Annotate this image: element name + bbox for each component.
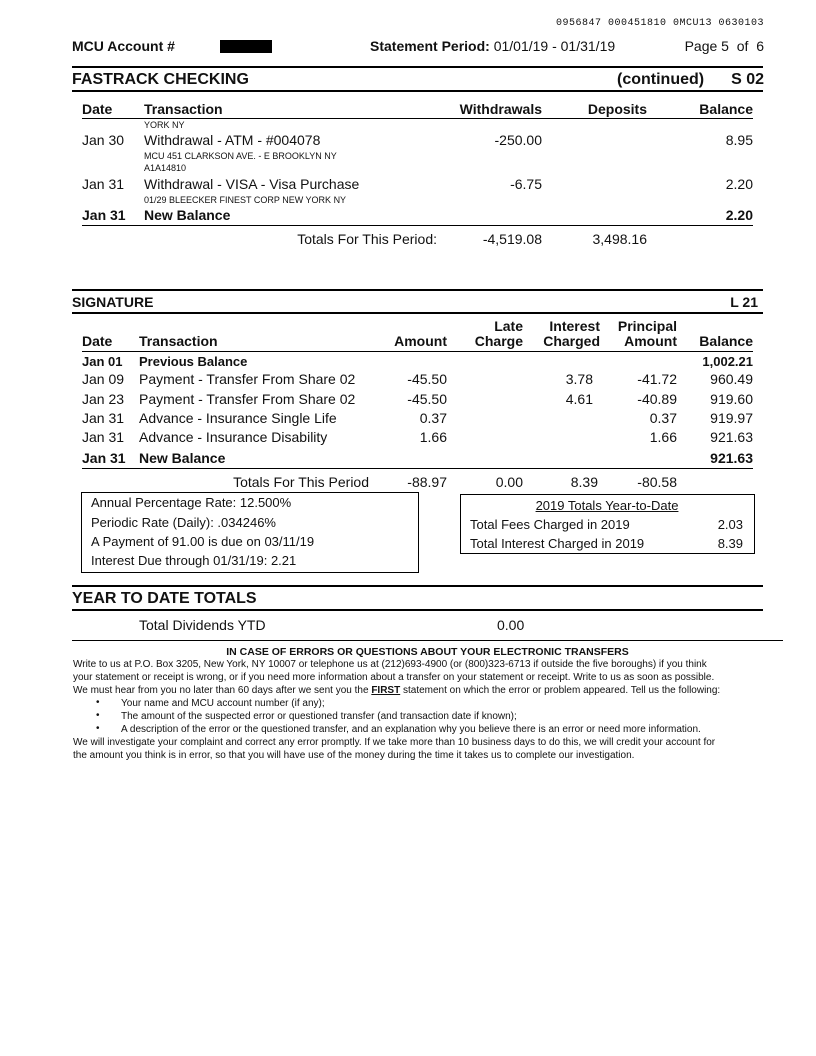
bullet-icon: • <box>96 697 100 708</box>
bullet-icon: • <box>96 710 100 721</box>
row-description: Payment - Transfer From Share 02 <box>139 391 356 407</box>
row-balance: 921.63 <box>710 450 753 466</box>
row-description: Payment - Transfer From Share 02 <box>139 371 356 387</box>
row-date: Jan 31 <box>82 410 125 426</box>
row-date: Jan 31 <box>82 207 126 223</box>
row-date: Jan 09 <box>82 371 125 387</box>
statement-period <box>370 38 615 54</box>
notice-line <box>73 685 720 696</box>
col-late-line1: Late <box>494 318 523 334</box>
col-balance: Balance <box>699 101 753 117</box>
col-deposits: Deposits <box>587 101 647 117</box>
interest-label: Total Interest Charged in 2019 <box>470 536 645 551</box>
signature-totals-late: 0.00 <box>495 474 523 490</box>
section-rule <box>72 90 763 92</box>
col-withdrawals: Withdrawals <box>459 101 542 117</box>
notice-line: Write to us at P.O. Box 3205, New York, NY 10007 or telephone us at (212)693-4900 (or (800)323-6713 if outside the five boroughs) if you think <box>73 659 707 670</box>
dividends-value: 0.00 <box>497 617 525 633</box>
row-principal: -40.89 <box>637 391 677 407</box>
row-description: Advance - Insurance Single Life <box>139 410 337 426</box>
page-number: Page 5 of 6 <box>684 38 764 54</box>
payment-due: A Payment of 91.00 is due on 03/11/19 <box>91 534 315 549</box>
col-interest-line2: Charged <box>543 333 600 349</box>
row-date: Jan 31 <box>82 176 125 192</box>
row-date: Jan 30 <box>82 132 125 148</box>
table-bottom-rule <box>82 468 753 469</box>
row-amount: -45.50 <box>407 391 447 407</box>
account-label: MCU Account # <box>72 38 175 54</box>
checking-code: S 02 <box>731 71 764 88</box>
row-balance: 921.63 <box>710 429 753 445</box>
row-date: Jan 31 <box>82 450 126 466</box>
fees-value: 2.03 <box>717 517 743 532</box>
col-date: Date <box>82 101 113 117</box>
interest-due: Interest Due through 01/31/19: 2.21 <box>91 553 297 568</box>
notice-line: We will investigate your complaint and correct any error promptly. If we take more than 10 business days to do this, we will credit your account for <box>73 737 716 748</box>
row-description: Previous Balance <box>139 354 248 369</box>
notice-line: your statement or receipt is wrong, or if you need more information about a transfer on your statement or receipt. Write to us as soon as possible. <box>73 672 715 683</box>
row-balance: 8.95 <box>725 132 753 148</box>
notice-line: the amount you think is in error, so that you will have use of the money during the time it takes us to complete our investigation. <box>73 750 635 761</box>
col-principal-line2: Amount <box>624 333 677 349</box>
row-interest: 4.61 <box>565 391 593 407</box>
col-principal-line1: Principal <box>617 318 677 334</box>
statement-code-line: 0956847 000451810 0MCU13 0630103 <box>556 18 765 29</box>
interest-value: 8.39 <box>717 536 743 551</box>
annual-percentage-rate: Annual Percentage Rate: 12.500% <box>91 495 292 510</box>
signature-title: SIGNATURE <box>72 294 154 310</box>
signature-totals-label: Totals For This Period <box>233 474 369 490</box>
fees-label: Total Fees Charged in 2019 <box>470 517 630 532</box>
header-rule <box>82 351 753 352</box>
row-balance: 1,002.21 <box>702 354 753 369</box>
section-rule <box>72 609 763 611</box>
carry-line: YORK NY <box>144 120 185 130</box>
row-date: Jan 23 <box>82 391 125 407</box>
dividends-label: Total Dividends YTD <box>139 617 266 633</box>
row-amount: -45.50 <box>407 371 447 387</box>
period-label: Statement Period: <box>370 38 490 54</box>
checking-totals-deposits: 3,498.16 <box>592 231 647 247</box>
ytd-box-title: 2019 Totals Year-to-Date <box>535 498 679 513</box>
col-transaction: Transaction <box>139 333 218 349</box>
row-balance: 919.60 <box>710 391 753 407</box>
row-description: Withdrawal - VISA - Visa Purchase <box>144 176 360 192</box>
checking-title: FASTRACK CHECKING <box>72 71 249 88</box>
row-amount: 0.37 <box>419 410 447 426</box>
row-detail: 01/29 BLEECKER FINEST CORP NEW YORK NY <box>144 195 347 205</box>
period-value: 01/01/19 - 01/31/19 <box>493 38 616 54</box>
row-description: New Balance <box>144 207 231 223</box>
header-rule <box>82 118 753 119</box>
signature-code: L 21 <box>730 294 758 310</box>
col-amount: Amount <box>394 333 447 349</box>
row-balance: 2.20 <box>725 176 753 192</box>
section-rule <box>72 312 763 314</box>
row-principal: -41.72 <box>637 371 677 387</box>
checking-totals-label: Totals For This Period: <box>297 231 437 247</box>
row-description: Withdrawal - ATM - #004078 <box>144 132 321 148</box>
redacted-account-number <box>220 40 272 53</box>
row-description: Advance - Insurance Disability <box>139 429 328 445</box>
row-description: New Balance <box>139 450 226 466</box>
notice-emphasis: FIRST <box>371 685 401 696</box>
notice-bullet-item: Your name and MCU account number (if any); <box>121 698 325 709</box>
notice-title: IN CASE OF ERRORS OR QUESTIONS ABOUT YOUR ELECTRONIC TRANSFERS <box>226 646 629 658</box>
row-withdrawal: -250.00 <box>494 132 542 148</box>
col-transaction: Transaction <box>144 101 223 117</box>
col-interest-line1: Interest <box>549 318 600 334</box>
bullet-icon: • <box>96 723 100 734</box>
notice-text: We must hear from you no later than 60 days after we sent you the <box>73 685 372 696</box>
row-date: Jan 31 <box>82 429 125 445</box>
table-bottom-rule <box>82 225 753 226</box>
col-date: Date <box>82 333 113 349</box>
signature-totals-principal: -80.58 <box>637 474 677 490</box>
row-detail: A1A14810 <box>144 163 187 173</box>
section-rule <box>72 66 763 68</box>
notice-text: statement on which the error or problem appeared. Tell us the following: <box>400 685 721 696</box>
section-rule <box>72 585 763 587</box>
signature-totals-interest: 8.39 <box>570 474 598 490</box>
section-rule <box>72 289 763 291</box>
periodic-rate: Periodic Rate (Daily): .034246% <box>91 515 276 530</box>
row-detail: MCU 451 CLARKSON AVE. - E BROOKLYN NY <box>144 151 337 161</box>
ytd-title: YEAR TO DATE TOTALS <box>72 590 257 607</box>
notice-rule <box>72 640 783 641</box>
notice-bullet-item: A description of the error or the questioned transfer, and an explanation why you believe there is an error or need more information. <box>121 724 701 735</box>
row-withdrawal: -6.75 <box>510 176 542 192</box>
row-balance: 960.49 <box>710 371 753 387</box>
checking-totals-withdrawals: -4,519.08 <box>482 231 542 247</box>
row-principal: 0.37 <box>649 410 677 426</box>
col-late-line2: Charge <box>474 333 523 349</box>
row-date: Jan 01 <box>82 354 123 369</box>
col-balance: Balance <box>699 333 753 349</box>
row-balance: 2.20 <box>725 207 753 223</box>
row-principal: 1.66 <box>649 429 677 445</box>
row-balance: 919.97 <box>710 410 753 426</box>
signature-totals-amount: -88.97 <box>407 474 447 490</box>
checking-continued: (continued) <box>617 71 705 88</box>
row-amount: 1.66 <box>419 429 447 445</box>
row-interest: 3.78 <box>565 371 593 387</box>
notice-bullet-item: The amount of the suspected error or questioned transfer (and transaction date if known); <box>121 711 517 722</box>
